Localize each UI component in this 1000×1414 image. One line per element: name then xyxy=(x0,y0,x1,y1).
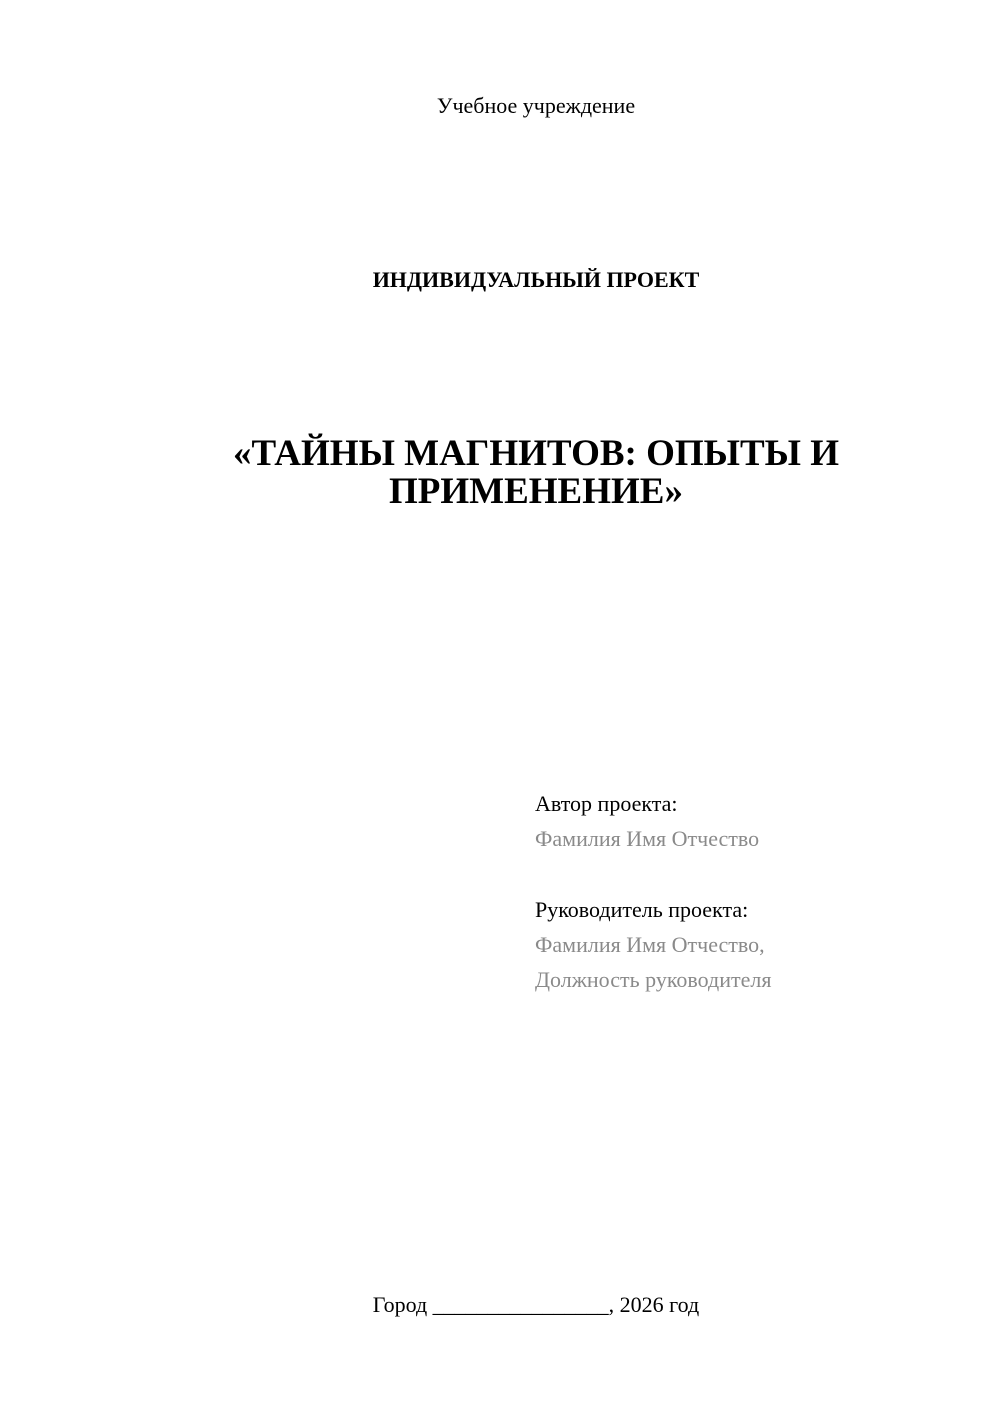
city-year-line: Город ________________, 2026 год xyxy=(372,1292,700,1317)
supervisor-position: Должность руководителя xyxy=(535,967,772,992)
project-title-line-1: «ТАЙНЫ МАГНИТОВ: ОПЫТЫ И xyxy=(232,433,840,474)
supervisor-name: Фамилия Имя Отчество, xyxy=(535,932,765,957)
supervisor-label: Руководитель проекта: xyxy=(535,897,749,922)
project-title xyxy=(200,435,872,511)
project-type-heading: ИНДИВИДУАЛЬНЫЙ ПРОЕКТ xyxy=(372,267,700,292)
author-label: Автор проекта: xyxy=(535,791,678,816)
credits-block xyxy=(535,786,975,997)
institution-name: Учебное учреждение xyxy=(436,93,636,118)
project-title-line-2: ПРИМЕНЕНИЕ» xyxy=(389,471,683,512)
author-name: Фамилия Имя Отчество xyxy=(535,826,760,851)
credits-spacer xyxy=(535,856,975,892)
